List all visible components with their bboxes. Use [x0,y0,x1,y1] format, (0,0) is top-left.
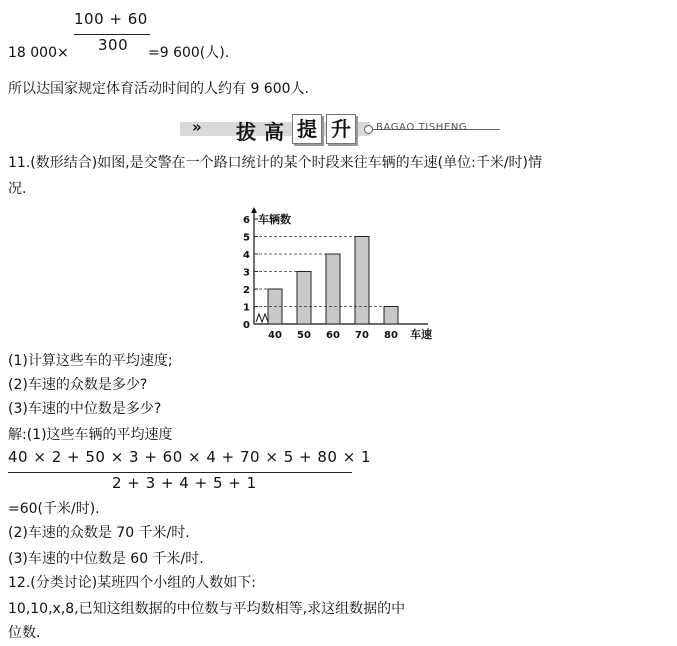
banner-box-1: 提 [292,114,322,144]
x-axis-label: 车速 [410,328,432,341]
x-tick-label: 80 [384,330,398,341]
q12-line-1: 12.(分类讨论)某班四个小组的人数如下: [8,575,256,591]
y-tick-label: 2 [243,285,250,296]
sub-question-1: (1)计算这些车的平均速度; [8,353,173,369]
banner-subtitle: BAGAO TISHENG [376,122,468,133]
bar [384,307,398,325]
q12-line-2: 10,10,x,8,已知这组数据的中位数与平均数相等,求这组数据的中 [8,601,406,617]
y-tick-label: 1 [243,302,250,314]
fraction-numerator: 100 + 60 [74,10,148,28]
y-tick-label: 3 [243,267,250,279]
banner-char-1: 拔 [236,120,256,144]
answer-2: (2)车速的众数是 70 千米/时. [8,525,190,541]
solution-numerator: 40 × 2 + 50 × 3 + 60 × 4 + 70 × 5 + 80 × 1 [8,448,372,466]
fraction-denominator: 300 [98,36,129,54]
solution-intro: 解:(1)这些车辆的平均速度 [8,427,173,443]
y-axis-label: 车辆数 [258,213,291,226]
q11-line-1: 11.(数形结合)如图,是交警在一个路口统计的某个时段来往车辆的车速(单位:千米/时)情 [8,155,542,171]
q12-line-3: 位数. [8,625,41,641]
circle-dot-icon [364,125,373,134]
x-tick-label: 60 [326,330,340,341]
fraction-bar [74,34,150,35]
bar [355,237,369,325]
solution-result: =60(千米/时). [8,501,100,517]
y-tick-label: 6 [243,215,250,226]
x-tick-label: 70 [355,330,369,341]
conclusion-line: 所以达国家规定体育活动时间的人约有 9 600人. [8,81,309,97]
q11-line-2: 况. [8,181,27,197]
calc-line-prefix: 18 000× [8,45,69,61]
solution-denominator: 2 + 3 + 4 + 5 + 1 [112,474,257,492]
bar [268,289,282,324]
sub-question-3: (3)车速的中位数是多少? [8,401,162,417]
section-banner [180,114,500,142]
sub-question-2: (2)车速的众数是多少? [8,377,148,393]
banner-box-2: 升 [326,114,356,144]
answer-3: (3)车速的中位数是 60 千米/时. [8,551,204,567]
double-chevron-icon: » [192,118,202,136]
calc-line-suffix: =9 600(人). [148,45,230,61]
bar [297,272,311,325]
banner-char-2: 高 [264,120,284,144]
y-tick-label: 4 [243,250,250,261]
y-axis-arrow [251,207,257,213]
x-tick-label: 50 [297,330,311,341]
axis-break-mark [256,314,268,322]
solution-fraction-bar [8,472,352,473]
y-tick-label: 0 [243,320,250,331]
x-tick-label: 40 [268,330,282,341]
bar [326,254,340,324]
y-tick-label: 5 [243,232,250,244]
